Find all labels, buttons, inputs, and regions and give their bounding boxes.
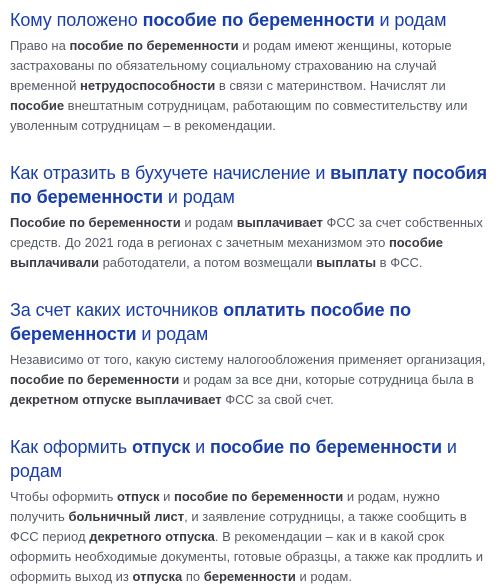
text-segment: Кому положено (10, 10, 143, 30)
highlighted-term: отпуск (117, 489, 160, 504)
result-title-link[interactable] (10, 435, 490, 483)
text-segment: и родам. (295, 569, 352, 584)
text-segment: За счет каких источников (10, 300, 224, 320)
result-title-link[interactable] (10, 161, 490, 209)
result-item (10, 435, 490, 587)
text-segment: и (190, 437, 210, 457)
result-snippet (10, 350, 490, 410)
text-segment: и родам (180, 215, 237, 230)
result-item (10, 161, 490, 273)
text-segment: и родам (163, 187, 235, 207)
highlighted-term: пособие по беременности (142, 10, 375, 30)
text-segment: и (159, 489, 175, 504)
result-item (10, 8, 490, 136)
result-item (10, 298, 490, 410)
highlighted-term: декретного отпуска (89, 529, 215, 544)
highlighted-term: выплаты (316, 255, 377, 270)
highlighted-term: выплату пособия по беременности (10, 163, 488, 207)
text-segment: и родам (374, 10, 447, 30)
text-segment: и родам имеют женщины, которые застрахованы по обязательному социальному страхованию на случай временной (10, 38, 452, 93)
text-segment: Как отразить в бухучете начисление и (10, 163, 331, 183)
highlighted-term: выплачивает (236, 215, 323, 230)
text-segment: ФСС за счет собственных средств. До 2021 года в регионах с зачетным механизмом это (10, 215, 483, 250)
text-segment: Независимо от того, какую систему налогообложения применяет организация, (10, 352, 486, 367)
highlighted-term: оплатить пособие по беременности (10, 300, 412, 344)
highlighted-term: больничный лист (68, 509, 185, 524)
text-segment: и родам, нужно получить (10, 489, 440, 524)
text-segment: , и заявление сотрудницы, а также сообщить в ФСС период (10, 509, 467, 544)
highlighted-term: пособие по беременности (10, 372, 180, 387)
highlighted-term: пособие по беременности (69, 38, 239, 53)
text-segment: . В рекомендации – как и в какой срок оформить необходимые документы, готовые образцы, а также как продлить и оформить выход из (10, 529, 484, 584)
text-segment: работодатели, а потом возмещали (98, 255, 317, 270)
highlighted-term: пособие (10, 98, 65, 113)
text-segment: ФСС за свой счет. (221, 392, 334, 407)
text-segment: и родам (10, 437, 457, 481)
result-snippet (10, 36, 490, 136)
text-segment: в связи с материнством. Начислят ли (215, 78, 446, 93)
highlighted-term: нетрудоспособности (80, 78, 216, 93)
text-segment: и родам (136, 324, 209, 344)
result-title-link[interactable] (10, 298, 490, 346)
text-segment: внештатным сотрудницам, работающим по совместительству или уволенным сотрудницам – в рекомендации. (10, 98, 468, 133)
text-segment: по (182, 569, 204, 584)
highlighted-term: пособие по беременности (209, 437, 442, 457)
highlighted-term: отпуск (131, 437, 191, 457)
result-snippet (10, 487, 490, 587)
highlighted-term: пособие по беременности (174, 489, 344, 504)
text-segment: Чтобы оформить (10, 489, 118, 504)
highlighted-term: отпуска (132, 569, 183, 584)
text-segment: и родам за все дни, которые сотрудница была в (179, 372, 474, 387)
text-segment: Как оформить (10, 437, 132, 457)
highlighted-term: Пособие по беременности (10, 215, 181, 230)
highlighted-term: беременности (203, 569, 296, 584)
highlighted-term: пособие выплачивали (10, 235, 443, 270)
highlighted-term: декретном отпуске выплачивает (10, 392, 222, 407)
text-segment: Право на (10, 38, 70, 53)
text-segment: в ФСС. (376, 255, 423, 270)
result-title-link[interactable] (10, 8, 490, 32)
result-snippet (10, 213, 490, 273)
